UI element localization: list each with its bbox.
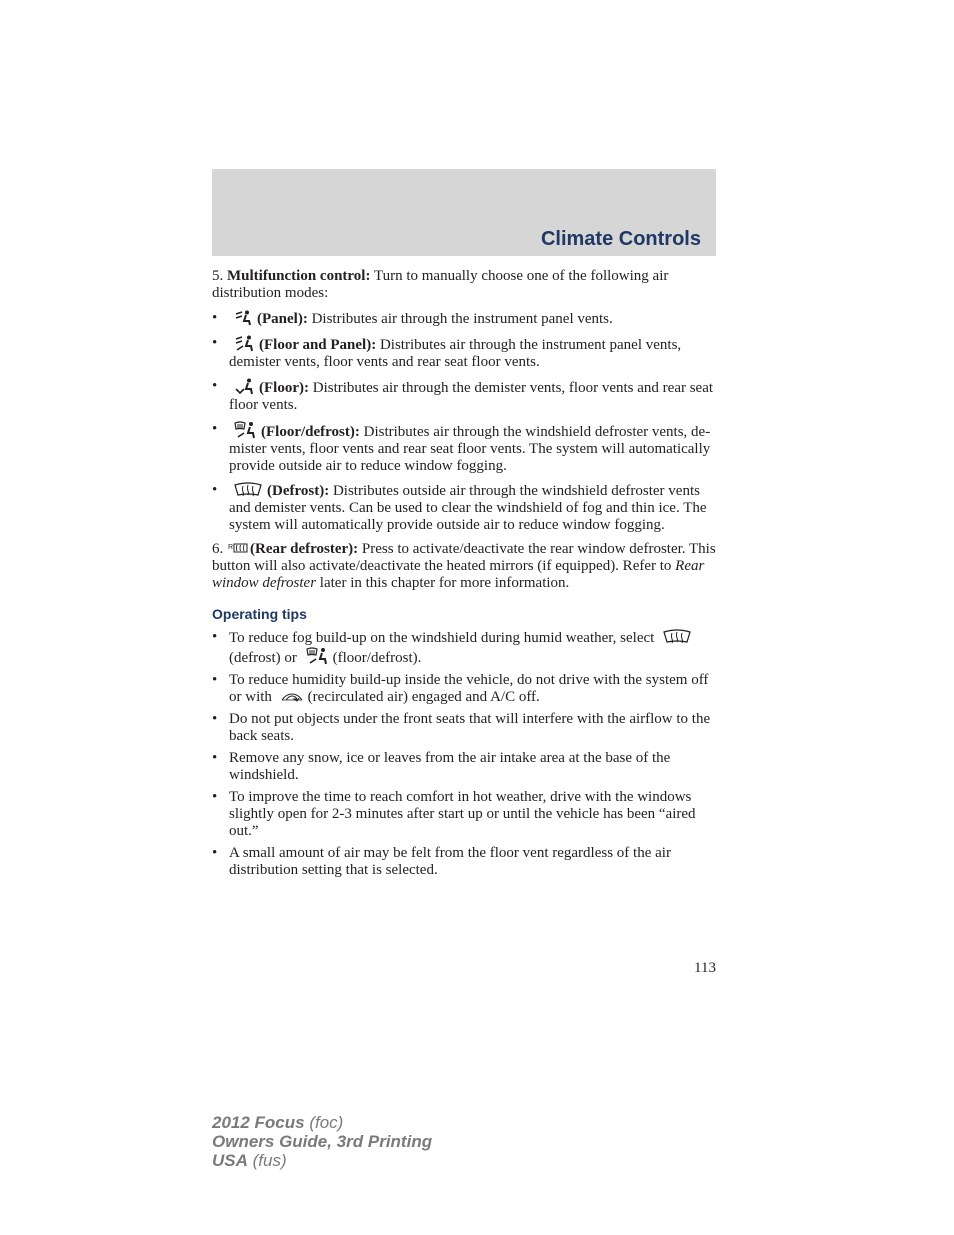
mode-text: Distributes outside air through the windshield defroster vents and demister vents. Can be used to clear the windshield of fog and thin ice. The system will automatically provide outside air to reduce window fogging. <box>229 483 707 533</box>
item-number: 6. <box>212 541 224 557</box>
footer-region: USA <box>212 1151 248 1170</box>
footer-model: 2012 Focus <box>212 1113 305 1132</box>
cross-reference-link[interactable]: Rear window defroster <box>212 558 705 591</box>
bullet: • <box>212 335 218 351</box>
bullet: • <box>212 310 218 326</box>
document-footer <box>212 1113 432 1170</box>
floor-vent-icon <box>234 378 254 395</box>
page-content <box>212 268 716 884</box>
footer-line-3 <box>212 1151 432 1170</box>
mode-text: Distributes air through the instrument panel vents, demister vents, floor vents and rear seat floor vents. <box>229 337 682 370</box>
footer-code: (foc) <box>309 1113 344 1132</box>
item-label: Multifunction control: <box>227 268 371 284</box>
mode-list <box>212 310 716 534</box>
mode-floor <box>212 378 716 414</box>
operating-tips-heading: Operating tips <box>212 606 307 622</box>
item-text: Press to activate/deactivate the rear window defroster. This button will also activate/deactivate the heated mirrors (if equipped). Refer to <box>212 541 716 574</box>
tip-text: (floor/defrost). <box>332 650 422 666</box>
mode-panel <box>212 310 716 328</box>
defrost-icon <box>234 482 262 498</box>
section-title: Climate Controls <box>540 228 701 250</box>
mode-text: Distributes air through the demister vents, floor vents and rear seat floor vents. <box>229 380 714 413</box>
floor-defrost-icon <box>234 421 256 439</box>
item-text: Turn to manually choose one of the following air distribution modes: <box>212 268 669 301</box>
bullet: • <box>212 672 218 688</box>
mode-floor-and-panel <box>212 335 716 371</box>
footer-line-2: Owners Guide, 3rd Printing <box>212 1132 433 1151</box>
bullet: • <box>212 750 218 766</box>
tip-text: To reduce humidity build-up inside the vehicle, do not drive with the system off or with <box>229 672 709 705</box>
mode-label: (Floor): <box>259 380 309 396</box>
recirculated-air-icon <box>281 692 303 704</box>
section-header-band <box>212 169 716 256</box>
mode-floor-defrost <box>212 421 716 475</box>
mode-label: (Floor/defrost): <box>261 424 360 440</box>
tip-item <box>212 845 716 879</box>
bullet: • <box>212 378 218 394</box>
bullet: • <box>212 482 218 498</box>
defrost-icon <box>663 629 691 645</box>
tip-item <box>212 750 716 784</box>
mode-text: Distributes air through the windshield defroster vents, de-mister vents, floor vents and rear seat floor vents. The system will automatically provide outside air to reduce window fogging. <box>229 424 711 474</box>
tips-list <box>212 629 716 879</box>
item-label: (Rear defroster): <box>250 541 359 557</box>
mode-label: (Panel): <box>257 311 308 327</box>
bullet: • <box>212 845 218 861</box>
tip-item <box>212 711 716 745</box>
footer-line-1 <box>212 1113 432 1132</box>
tip-text: A small amount of air may be felt from the floor vent regardless of the air distribution setting that is selected. <box>229 845 671 878</box>
mode-text: Distributes air through the instrument panel vents. <box>311 311 613 327</box>
item-5 <box>212 268 716 302</box>
mode-label: (Floor and Panel): <box>259 337 377 353</box>
floor-and-panel-icon <box>234 335 254 352</box>
tip-item <box>212 789 716 840</box>
footer-region-code: (fus) <box>252 1151 287 1170</box>
item-text-end: later in this chapter for more information. <box>319 575 570 591</box>
bullet: • <box>212 629 218 645</box>
tip-text: Remove any snow, ice or leaves from the air intake area at the base of the windshield. <box>229 750 671 783</box>
item-number: 5. <box>212 268 224 284</box>
tip-item <box>212 629 716 667</box>
mode-defrost <box>212 482 716 534</box>
svg-text:R: R <box>228 544 234 551</box>
bullet: • <box>212 711 218 727</box>
tip-text: To improve the time to reach comfort in hot weather, drive with the windows slightly open for 2-3 minutes after start up or until the vehicle has been “aired out.” <box>229 789 696 839</box>
tip-text: (recirculated air) engaged and A/C off. <box>307 689 540 705</box>
bullet: • <box>212 789 218 805</box>
bullet: • <box>212 421 218 437</box>
mode-label: (Defrost): <box>267 483 330 499</box>
tip-item <box>212 672 716 706</box>
tip-text: Do not put objects under the front seats that will interfere with the airflow to the back seats. <box>229 711 711 744</box>
item-6 <box>212 541 716 592</box>
floor-defrost-icon <box>306 647 328 665</box>
rear-defroster-icon <box>228 542 248 556</box>
panel-vent-icon <box>234 310 252 326</box>
tip-text: (defrost) or <box>229 650 297 666</box>
tip-text: To reduce fog build-up on the windshield during humid weather, select <box>229 630 655 646</box>
page-number: 113 <box>694 960 716 976</box>
